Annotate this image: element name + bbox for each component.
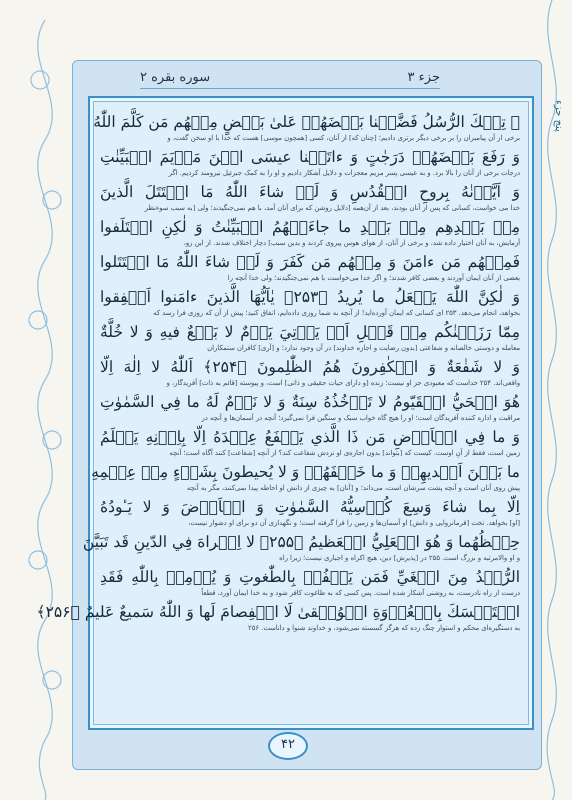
arabic-text: ۞ تِلۡكَ الرُّسُلُ فَضَّلۡنا بَعۡضَهُمۡ عَلىٰ بَعۡضٍ مِنۡهُم مَن كَلَّمَ اللّٰهُ: [93, 113, 520, 131]
translation-text: معامله و دوستی خالصانه و شفاعتی [بدون رضایت و اجازه خداوند] در آن وجود ندارد؛ و [آری] کافران ستمکاران: [207, 344, 520, 352]
arabic-text: وَ ما فِي الۡاَرۡضِ مَن ذَا الَّذي يَشۡفَعُ عِنۡدَهُ اِلّا بِاِذۡنِهِ يَعۡلَمُ: [100, 428, 520, 446]
verse-line: [100, 320, 520, 354]
translation-text: درست از راه نادرست، به روشنی آشکار شده است. پس کسی که به طاغوت کافر شود و به خدا ایمان آورد، قطعاً: [201, 589, 520, 597]
translation-text: زمین است، فقط از آنِ اوست. کیست که [بتواند] بدون اجازه‌ی او نزدش شفاعت کند؟ از آنچه [شفاعت] کنند آگاه است؛ آنچه: [169, 449, 520, 457]
arabic-text: مِنۡ بَعۡدِهِم مِنۡ بَعۡدِ ما جاءَتۡهُمُ الۡبَيِّنٰتُ وَ لٰكِنِ اخۡتَلَفوا: [100, 218, 520, 236]
translation-text: خدا می خواست، کسانی که پس از آنان بودند، بعد از آن‌همه [دلایل روشن که برای آنان آمد، با هم نمی‌جنگیدند؛ ولی [به سبب سوءنظر: [144, 204, 520, 212]
translation-text: به دستگیره‌ای محکم و استوار چنگ زده که هرگز گسسته نمی‌شود، و خداوند شنوا و داناست. ۲۵۶: [248, 624, 520, 632]
arabic-text: اسۡتَمۡسَكَ بِالۡعُرۡوَةِ الۡوُثۡقىٰ لَا انۡفِصامَ لَها وَ اللّٰهُ سَميعٌ عَليمٌ ﴿۲۵۶﴾: [36, 603, 520, 621]
arabic-text: اِلّا بِما شاءَ وَسِعَ كُرۡسِيُّهُ السَّمٰوٰتِ وَ الۡاَرۡضَ وَ لا يَـٔودُهُ: [100, 498, 520, 516]
arabic-text: فَمِنۡهُم مَن ءامَنَ وَ مِنۡهُم مَن كَفَرَ وَ لَوۡ شاءَ اللّٰهُ مَا اقۡتَتَلوا: [100, 253, 520, 271]
verse-line: [100, 565, 520, 599]
surah-label: سوره بقره ۲: [140, 69, 211, 85]
arabic-text: وَ لٰكِنَّ اللّٰهَ يَفۡعَلُ ما يُريدُ ﴿۲۵۳﴾ يٰاَيُّهَا الَّذينَ ءامَنوا اَنۡفِقوا: [100, 288, 520, 306]
arabic-text: هُوَ الۡحَيُّ الۡقَيّومُ لا تَأۡخُذُهُ سِنَةٌ وَ لا نَوۡمٌ لَهُ ما فِي السَّمٰوٰتِ: [100, 393, 520, 411]
verse-line: [100, 250, 520, 284]
page-number: ۴۲: [268, 732, 308, 760]
verse-line: [100, 390, 520, 424]
arabic-text: حِفۡظُهُما وَ هُوَ الۡعَلِيُّ الۡعَظيمُ ﴿۲۵۵﴾ لا اِكۡراهَ فِي الدّينِ قَد تَبَيَّنَ: [82, 533, 520, 551]
translation-text: [او] بخواهد. تخت [فرمانروایی و دانش] او آسمان‌ها و زمین را فرا گرفته است؛ و نگهداری آن دو برای او دشوار نیست،: [188, 519, 520, 527]
arabic-text: مِمّا رَزَقۡنٰكُم مِنۡ قَبۡلِ اَنۡ يَأۡتِيَ يَوۡمٌ لا بَيۡعٌ فيهِ وَ لا خُلَّةٌ: [100, 323, 520, 341]
translation-text: بعضی از آنان ایمان آوردند و بعضی کافر شدند؛ و اگر خدا می‌خواست با هم نمی‌جنگیدند؛ ولی خدا آنچه را: [227, 274, 520, 282]
verse-line: [100, 495, 520, 529]
arabic-text: وَ رَفَعَ بَعۡضَهُمۡ دَرَجٰتٍ وَ ءاتَيۡنا عيسَى ابۡنَ مَرۡيَمَ الۡبَيِّنٰتِ: [100, 148, 520, 166]
translation-text: برخی از آن پیامبران را بر برخی دیگر برتری دادیم؛ [چنان که] از آنان، کسی [همچون موسی] هست که خدا با او سخن گفت، و: [167, 134, 520, 142]
verse-line: [100, 180, 520, 214]
verse-line: [36, 600, 520, 634]
verse-line: [91, 460, 520, 494]
verse-line: [82, 530, 520, 564]
side-label: پنج جزء: [553, 100, 564, 132]
verse-lines: [36, 110, 520, 635]
translation-text: مراقبت و اداره کننده آفریدگان است؛ او را هیچ گاه خواب سبک و سنگین فرا نمی‌گیرد؛ آنچه در آسمان‌ها و آنچه در: [201, 414, 520, 422]
page-header: [140, 66, 440, 89]
arabic-text: وَ لا شَفٰعَةٌ وَ الۡكٰفِرونَ هُمُ الظّٰلِمونَ ﴿۲۵۴﴾ اَللّٰهُ لا اِلٰهَ اِلّا: [100, 358, 520, 376]
verse-line: [100, 215, 520, 249]
verse-line: [100, 285, 520, 319]
verse-line: [100, 145, 520, 179]
verse-line: [93, 110, 520, 144]
translation-text: واقعی‌اند. ۲۵۴ خداست که معبودی جز او نیست؛ زنده [و دارای حیات حقیقی و ذاتی] است، و پیوسته [قائم به ذات] آفریدگار، و: [166, 379, 520, 387]
verse-line: [100, 355, 520, 389]
arabic-text: ما بَيۡنَ اَيۡديهِمۡ وَ ما خَلۡفَهُمۡ وَ لا يُحيطونَ بِشَيۡءٍ مِنۡ عِلۡمِهِ: [91, 463, 520, 481]
translation-text: درجات برخی از آنان را بالا برد. و به عیسی پسر مریم معجزات و دلایل آشکار دادیم و او را به کمک جبرئیل نیرومند کردیم. اگر: [168, 169, 520, 177]
translation-text: بخواهد، انجام می‌دهد. ۲۵۳ ای کسانی که ایمان آورده‌اید! از آنچه به شما روزی داده‌ایم، انفاق کنید؛ پیش از آن که روزی فرا رسد که: [153, 309, 520, 317]
verse-line: [100, 425, 520, 459]
translation-text: پیش روی آنان است و آنچه پشت سرشان است، می‌داند؛ و [آنان] به چیزی از دانش او احاطه پیدا نمی‌کنند، مگر به آنچه: [186, 484, 520, 492]
arabic-text: وَ اَيَّدۡنٰهُ بِروحِ الۡقُدُسِ وَ لَوۡ شاءَ اللّٰهُ مَا اقۡتَتَلَ الَّذينَ: [100, 183, 520, 201]
translation-text: آزمایش، به آنان اختیار داده شد، و برخی از آنان، از هوای هوس پیروی کردند و بدین سبب] دچار اختلاف شدند. از این رو،: [183, 239, 520, 247]
arabic-text: الرُّشۡدُ مِنَ الۡغَيِّ فَمَن يَكۡفُرۡ بِالطّٰغوتِ وَ يُؤۡمِنۡ بِاللّٰهِ فَقَدِ: [100, 568, 520, 586]
juz-label: جزء ۳: [407, 69, 440, 85]
translation-text: و او والامرتبه و بزرگ است. ۲۵۵ در [پذیرش] دین، هیچ اکراه و اجباری نیست؛ زیرا راه: [279, 554, 520, 562]
